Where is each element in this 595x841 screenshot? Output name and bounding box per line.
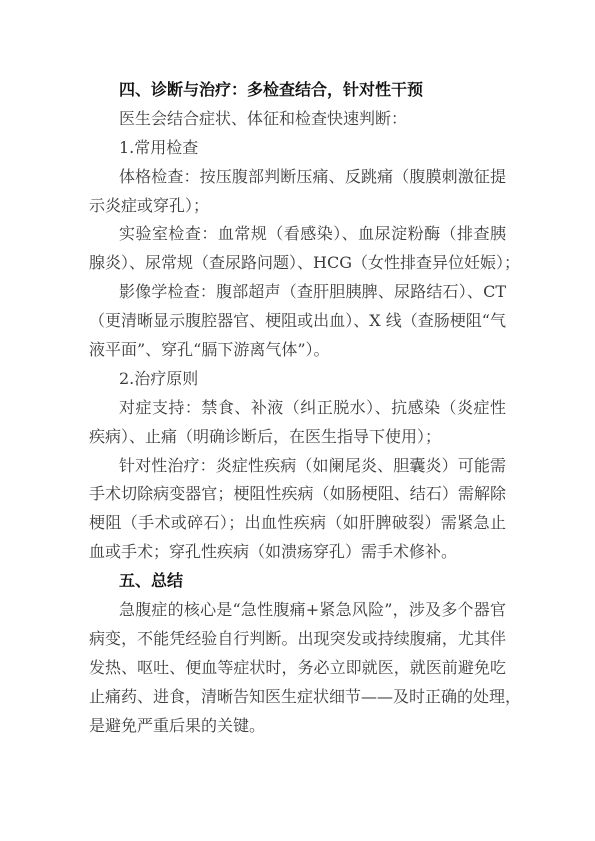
- paragraph-line: 梗阻（手术或碎石）；出血性疾病（如肝脾破裂）需紧急止: [89, 513, 506, 533]
- paragraph-targeted-treatment: [89, 452, 506, 568]
- document-body: [89, 76, 522, 740]
- subheading-common-exams: 1.常用检查: [119, 137, 199, 157]
- paragraph-line: 对症支持：禁食、补液（纠正脱水）、抗感染（炎症性: [119, 397, 506, 417]
- paragraph-line: 发热、呕吐、便血等症状时，务必立即就医，就医前避免吃: [89, 657, 506, 677]
- paragraph-line: 体格检查：按压腹部判断压痛、反跳痛（腹膜刺激征提: [119, 166, 506, 186]
- paragraph-line: 止痛药、进食，清晰告知医生症状细节——及时正确的处理，: [89, 686, 522, 706]
- paragraph-line: 针对性治疗：炎症性疾病（如阑尾炎、胆囊炎）可能需: [119, 455, 506, 475]
- paragraph-line: 疾病）、止痛（明确诊断后，在医生指导下使用）；: [89, 426, 442, 446]
- paragraph-imaging-exam: [89, 278, 506, 365]
- section-heading-summary: 五、总结: [119, 571, 184, 591]
- section-heading-diagnosis-treatment: 四、诊断与治疗：多检查结合，针对性干预: [119, 80, 424, 99]
- paragraph-line: 病变，不能凭经验自行判断。出现突发或持续腹痛，尤其伴: [89, 628, 506, 648]
- paragraph-lab-exam: [89, 220, 520, 278]
- paragraph-line: 急腹症的核心是“急性腹痛+紧急风险”，涉及多个器官: [119, 600, 506, 620]
- paragraph-supportive-care: [89, 394, 506, 452]
- paragraph-line: 腺炎）、尿常规（查尿路问题）、HCG（女性排查异位妊娠）；: [89, 253, 520, 273]
- intro-paragraph: 医生会结合症状、体征和检查快速判断：: [119, 108, 408, 128]
- paragraph-line: 手术切除病变器官；梗阻性疾病（如肠梗阻、结石）需解除: [89, 484, 506, 504]
- paragraph-line: 血或手术；穿孔性疾病（如溃疡穿孔）需手术修补。: [89, 542, 458, 562]
- subheading-treatment-principles: 2.治疗原则: [119, 368, 199, 388]
- paragraph-line: 示炎症或穿孔）；: [89, 195, 210, 215]
- paragraph-line: 是避免严重后果的关键。: [89, 715, 266, 735]
- paragraph-line: 液平面”、穿孔“膈下游离气体”）。: [89, 340, 330, 360]
- paragraph-line: 影像学检查：腹部超声（查肝胆胰脾、尿路结石）、CT: [119, 282, 506, 302]
- paragraph-line: 实验室检查：血常规（看感染）、血尿淀粉酶（排查胰: [119, 224, 506, 244]
- paragraph-summary: [89, 596, 522, 740]
- paragraph-physical-exam: [89, 163, 506, 221]
- paragraph-line: （更清晰显示腹腔器官、梗阻或出血）、X 线（查肠梗阻“气: [89, 311, 506, 331]
